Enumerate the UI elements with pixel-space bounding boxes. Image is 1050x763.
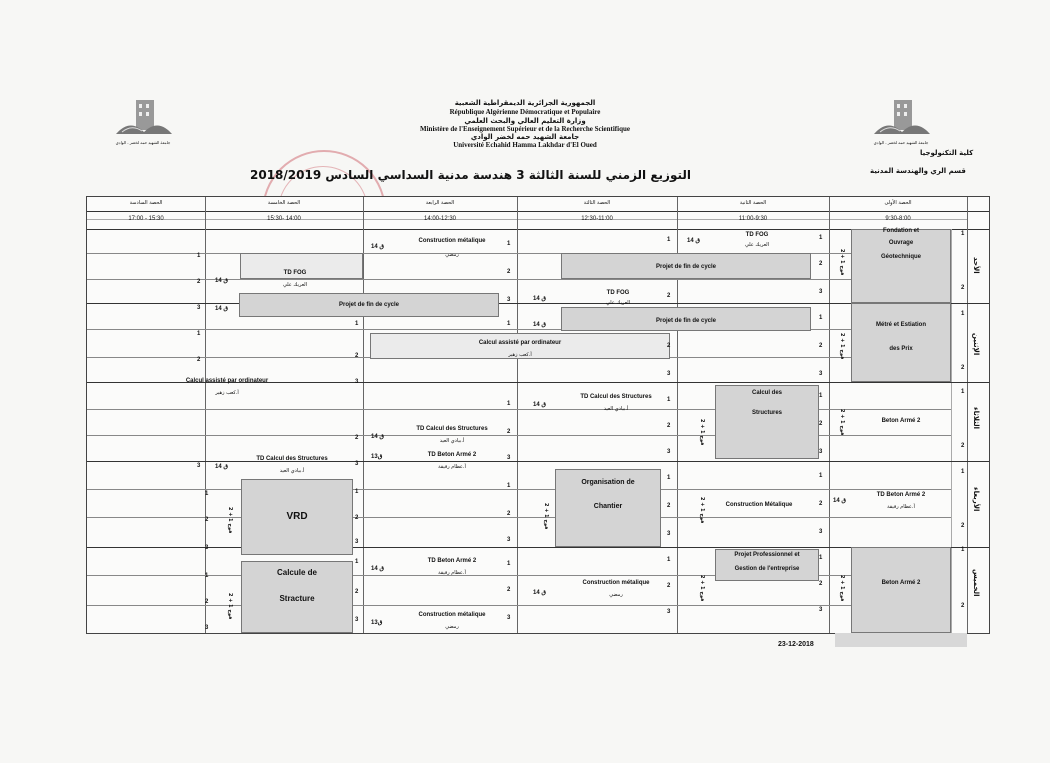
course-org-1: Organisation de: [581, 479, 635, 486]
room: ق 14: [533, 322, 547, 328]
course-beton: Beton Armé 2: [881, 580, 921, 586]
ministry-arabic: وزارة التعليم العالي والبحث العلمي: [464, 117, 586, 125]
republic-arabic: الجمهورية الجزائرية الديمقراطية الشعبية: [454, 99, 596, 107]
course-constr-met: Construction métalique: [418, 238, 486, 244]
logo-caption: جامعة الشهيد حمه لخضر - الوادي: [115, 140, 171, 145]
logo-caption: جامعة الشهيد حمه لخضر - الوادي: [873, 140, 929, 145]
course-constr-met: Construction métalique: [418, 612, 486, 618]
teacher-ramdi: رمضي: [445, 624, 459, 630]
course-td-calc-str: TD Calcul des Structures: [256, 456, 328, 462]
signature-area: [835, 633, 967, 647]
document-date: 23-12-2018: [778, 641, 814, 648]
room: 13ق: [371, 620, 383, 626]
teacher-ali: العريك علي: [282, 282, 308, 288]
course-org-2: Chantier: [593, 503, 623, 510]
group-label: فوج 1 + 2: [699, 419, 705, 446]
period-2-time: 11:00-9:30: [738, 216, 768, 222]
group-label: فوج 1 + 2: [227, 507, 233, 534]
room: ق 14: [215, 278, 229, 284]
course-td-beton: TD Beton Armé 2: [427, 452, 477, 458]
course-calc-str-1: Calcul des: [751, 390, 782, 396]
room: ق 14: [371, 434, 385, 440]
timetable: الحصة الأولى 9:30-8:00 الحصة الثانية 11:00-9:30 الحصة الثالثة 12:30-11:00 الحصة الرابعة 14:00-12:30 الحصة الخامسة 15:30- 14:00 الحصة السادسة 17:00 - 15:30 الأحد الإثنين الثلاثاء الأربعاء الخميس Fondation et Ouvrage Géotechnique فوج 1 + 2 1 2 1 2 3 TD FOG العريك علي ق 14 1 Projet de fin de cycle 2 1 Construction métalique رمضي ق 14 TD FOG العريك علي ق 14 1 2 TD FOG العريك علي ق 14 2 3 Projet de fin de cycle ق 14 3 Métré et Estiation des Prix فوج 1 + 2 1 2 1 2 3 Projet de fin de cycle ق 14 1 Calcul assisté par ordinateur أ.كعب زهير 2 3 1 2 3 1 2 Calcul assisté par ordinateur أ.كعب زهير Beton Armé 2 1 2 1 2 3 فوج 1 + 2 Calcul des Structures فوج 1 + 2 1 2 3 TD Calcul des Structures أ.بيادي العيد ق 14 1 2 3 TD Calcul des Structures أ.بيادي العيد ق 14 2 TD Beton Armé 2 أ.عظام رفيقة 13ق 3 TD Calcul des Structures أ.بيادي العيد ق 14 3 TD Beton Armé 2 أ.عظام رفيقة ق 14 1 2 1 2 3 Construction Métalique فوج 1 + 2 1 2 3 Organisation de Chantier فوج 1 + 2 1 2 3 1 2 3 VRD فوج 1 + 2 1 2 3 Beton Armé 2 فوج 1 + 2 1 2 1 2 3 Projet Professionnel et Gestion de l'entreprise فوج 1 + 2 1 2 3 Construction métalique رمضي ق 14 1 2 3 TD Beton Armé 2 أ.عظام رفيقة ق 14 1 2 Construction métalique رمضي 13ق 3 Calcule de Stracture فوج 1 + 2 1 2 3: [86, 196, 990, 634]
page-title: التوزيع الزمني للسنة الثالثة 3 هندسة مدنية السداسي السادس 2018/2019: [250, 168, 691, 182]
course-constr-met: Construction Métalique: [725, 502, 793, 508]
teacher-zouhir: أ.كعب زهير: [215, 390, 239, 396]
course-ppe-1: Projet Professionnel et: [734, 552, 800, 558]
room: ق 14: [833, 498, 847, 504]
period-4-time: 14:00-12:30: [423, 216, 457, 222]
course-calcule-1: Calcule de: [276, 568, 317, 577]
teacher-laid: أ.بيادي العيد: [603, 406, 629, 412]
room: ق 14: [533, 296, 547, 302]
period-5-label: الحصة الخامسة: [267, 200, 301, 206]
period-1-time: 9:30-8:00: [885, 216, 911, 222]
period-3-time: 12:30-11:00: [581, 216, 613, 222]
period-3-label: الحصة الثالثة: [583, 200, 611, 206]
teacher-ramdi: رمضي: [445, 252, 459, 258]
group-label: فوج 1 + 2: [227, 593, 233, 620]
course-cao: Calcul assisté par ordinateur: [478, 340, 562, 346]
group-label: فوج 1 + 2: [839, 409, 845, 436]
session-metre: [851, 303, 951, 382]
course-fondation-1: Fondation et: [883, 228, 919, 234]
course-td-fog: TD FOG: [283, 270, 307, 276]
day-wednesday: الأربعاء: [972, 487, 980, 512]
teacher-rafika: أ.عظام رفيقة: [438, 464, 466, 470]
period-5-time: 15:30- 14:00: [267, 216, 301, 222]
room: ق 14: [371, 566, 385, 572]
university-logo-right: [866, 96, 936, 156]
course-td-calc-str: TD Calcul des Structures: [416, 426, 488, 432]
course-td-fog: TD FOG: [606, 290, 630, 296]
room: ق 14: [687, 238, 701, 244]
room: 13ق: [371, 454, 383, 460]
course-pfc: Projet de fin de cycle: [655, 264, 717, 270]
department-name: قسم الري والهندسة المدنية: [870, 167, 966, 175]
period-2-label: الحصة الثانية: [739, 200, 767, 206]
course-pfc: Projet de fin de cycle: [338, 302, 400, 308]
room: ق 14: [215, 464, 229, 470]
course-beton: Beton Armé 2: [881, 418, 921, 424]
period-6-label: الحصة السادسة: [129, 200, 163, 206]
university-arabic: جامعة الشهيد حمه لخضر الوادي: [470, 133, 580, 141]
teacher-zouhir: أ.كعب زهير: [508, 352, 532, 358]
teacher-laid: أ.بيادي العيد: [279, 468, 305, 474]
course-metre-1: Métré et Estiation: [875, 322, 926, 328]
course-td-fog: TD FOG: [745, 232, 769, 238]
course-fondation-2: Ouvrage: [888, 240, 914, 246]
period-1-label: الحصة الأولى: [884, 200, 912, 206]
day-tuesday: الثلاثاء: [972, 407, 980, 430]
course-calcule-2: Stracture: [279, 594, 315, 603]
period-4-label: الحصة الرابعة: [425, 200, 455, 206]
course-constr-met: Construction métalique: [582, 580, 650, 586]
republic-french: République Algérienne Démocratique et Populaire: [449, 108, 601, 116]
session-beton: [851, 547, 951, 633]
course-calc-str-2: Structures: [751, 410, 782, 416]
group-label: فوج 1 + 2: [839, 575, 845, 602]
room: ق 14: [371, 244, 385, 250]
teacher-laid: أ.بيادي العيد: [439, 438, 465, 444]
teacher-rafika: أ.عظام رفيقة: [438, 570, 466, 576]
course-td-beton: TD Beton Armé 2: [876, 492, 926, 498]
group-label: فوج 1 + 2: [839, 333, 845, 360]
group-label: فوج 1 + 2: [699, 575, 705, 602]
faculty-name: كلية التكنولوجيا: [920, 149, 974, 157]
period-6-time: 17:00 - 15:30: [128, 216, 164, 222]
day-monday: الإثنين: [972, 333, 980, 356]
day-thursday: الخميس: [972, 569, 980, 597]
course-vrd: VRD: [286, 511, 308, 522]
course-ppe-2: Gestion de l'entreprise: [734, 566, 800, 572]
teacher-ali: العريك علي: [744, 242, 770, 248]
course-pfc: Projet de fin de cycle: [655, 318, 717, 324]
day-sunday: الأحد: [972, 257, 980, 274]
course-td-calc-str: TD Calcul des Structures: [580, 394, 652, 400]
university-french: Université Echahid Hamma Lakhdar d'El Oued: [453, 141, 597, 149]
room: ق 14: [533, 402, 547, 408]
course-fondation-3: Géotechnique: [880, 254, 921, 260]
room: ق 14: [215, 306, 229, 312]
ministry-french: Ministère de l'Enseignement Supérieur et de la Recherche Scientifique: [420, 125, 630, 133]
university-logo-left: [108, 96, 178, 156]
room: ق 14: [533, 590, 547, 596]
course-metre-2: des Prix: [889, 346, 913, 352]
course-cao: Calcul assisté par ordinateur: [185, 378, 269, 384]
teacher-ramdi: رمضي: [609, 592, 623, 598]
teacher-rafika: أ.عظام رفيقة: [887, 504, 915, 510]
course-td-beton: TD Beton Armé 2: [427, 558, 477, 564]
teacher-ali: العريك علي: [605, 300, 631, 306]
group-label: فوج 1 + 2: [699, 497, 705, 524]
group-label: فوج 1 + 2: [839, 249, 845, 276]
group-label: فوج 1 + 2: [543, 503, 549, 530]
